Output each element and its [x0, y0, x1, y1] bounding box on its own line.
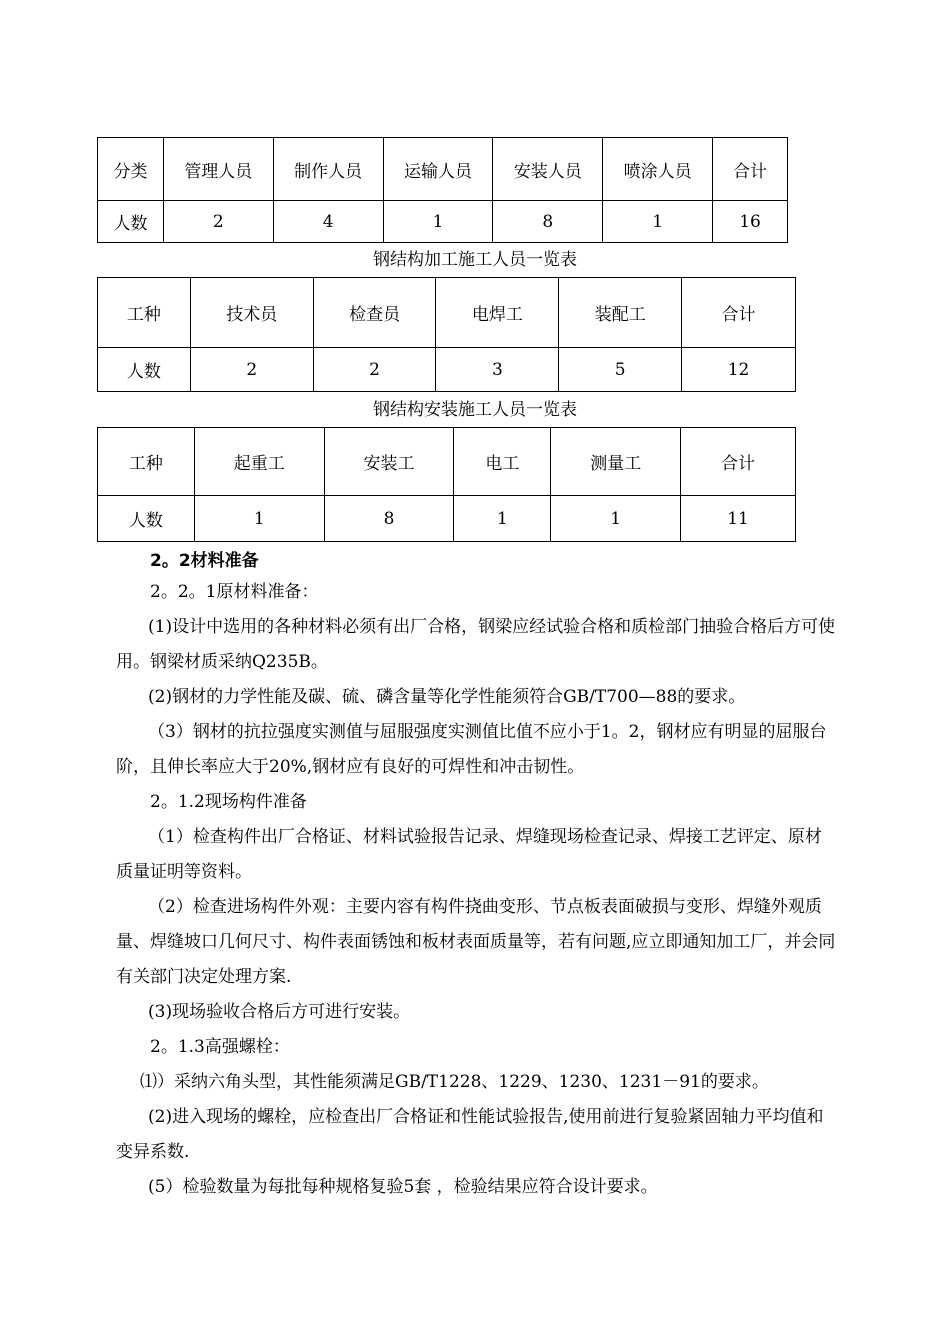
- value-cell: 8: [493, 201, 603, 243]
- value-cell: 1: [603, 201, 713, 243]
- value-cell: 1: [194, 496, 324, 542]
- header-cell: 电工: [454, 428, 551, 496]
- subheading-high-strength-bolts: 2。1.3高强螺栓：: [150, 1037, 290, 1057]
- staff-table-installation: [97, 427, 796, 542]
- staff-table-overview: [97, 137, 788, 243]
- header-cell: 工种: [98, 278, 191, 348]
- header-cell: 技术员: [190, 278, 313, 348]
- header-cell: 装配工: [559, 278, 682, 348]
- subheading-onsite-components: 2。1.2现场构件准备: [150, 792, 307, 812]
- header-cell: 合计: [681, 428, 796, 496]
- value-cell: 1: [551, 496, 681, 542]
- value-cell: 1: [383, 201, 493, 243]
- paragraph: （1）检查构件出厂合格证、材料试验报告记录、焊缝现场检查记录、焊接工艺评定、原材质量证明等资料。: [116, 827, 822, 882]
- header-cell: 喷涂人员: [603, 138, 713, 201]
- value-cell: 4: [273, 201, 383, 243]
- subheading-raw-materials: 2。2。1原材料准备：: [150, 582, 319, 602]
- value-cell: 人数: [98, 348, 191, 392]
- value-cell: 人数: [98, 201, 164, 243]
- header-cell: 起重工: [194, 428, 324, 496]
- value-cell: 2: [313, 348, 436, 392]
- header-cell: 合计: [713, 138, 788, 201]
- value-cell: 2: [163, 201, 273, 243]
- header-cell: 安装人员: [493, 138, 603, 201]
- value-cell: 16: [713, 201, 788, 243]
- section-heading: 2。2材料准备: [150, 551, 259, 571]
- value-cell: 3: [436, 348, 559, 392]
- value-cell: 1: [454, 496, 551, 542]
- header-cell: 电焊工: [436, 278, 559, 348]
- paragraph: (2)钢材的力学性能及碳、硫、磷含量等化学性能须符合GB/T700—88的要求。: [148, 687, 746, 707]
- value-cell: 人数: [98, 496, 195, 542]
- header-cell: 测量工: [551, 428, 681, 496]
- value-cell: 5: [559, 348, 682, 392]
- header-cell: 制作人员: [273, 138, 383, 201]
- value-cell: 8: [324, 496, 454, 542]
- header-cell: 检查员: [313, 278, 436, 348]
- header-cell: 运输人员: [383, 138, 493, 201]
- paragraph: (1)设计中选用的各种材料必须有出厂合格，钢梁应经试验合格和质检部门抽验合格后方可使用。钢梁材质采纳Q235B。: [116, 617, 836, 672]
- table-caption-installation: 钢结构安装施工人员一览表: [373, 400, 577, 420]
- paragraph: (3)现场验收合格后方可进行安装。: [148, 1002, 411, 1022]
- paragraph: ⑴）采纳六角头型，其性能须满足GB/T1228、1229、1230、1231－91的要求。: [140, 1072, 769, 1092]
- value-cell: 11: [681, 496, 796, 542]
- header-cell: 合计: [682, 278, 796, 348]
- header-cell: 工种: [98, 428, 195, 496]
- paragraph: (5）检验数量为每批每种规格复验5套 ，检验结果应符合设计要求。: [148, 1177, 658, 1197]
- header-cell: 管理人员: [163, 138, 273, 201]
- staff-table-processing: [97, 277, 796, 392]
- value-cell: 12: [682, 348, 796, 392]
- paragraph: （2）检查进场构件外观：主要内容有构件挠曲变形、节点板表面破损与变形、焊缝外观质量、焊缝坡口几何尺寸、构件表面锈蚀和板材表面质量等，若有问题,应立即通知加工厂，并会同有关部门决定处理方案.: [116, 897, 836, 987]
- header-cell: 安装工: [324, 428, 454, 496]
- table-caption-processing: 钢结构加工施工人员一览表: [373, 250, 577, 270]
- value-cell: 2: [190, 348, 313, 392]
- header-cell: 分类: [98, 138, 164, 201]
- paragraph: (2)进入现场的螺栓，应检查出厂合格证和性能试验报告,使用前进行复验紧固轴力平均值和变异系数.: [116, 1107, 824, 1162]
- paragraph: （3）钢材的抗拉强度实测值与屈服强度实测值比值不应小于1。2，钢材应有明显的屈服台阶，且伸长率应大于20%,钢材应有良好的可焊性和冲击韧性。: [116, 722, 827, 777]
